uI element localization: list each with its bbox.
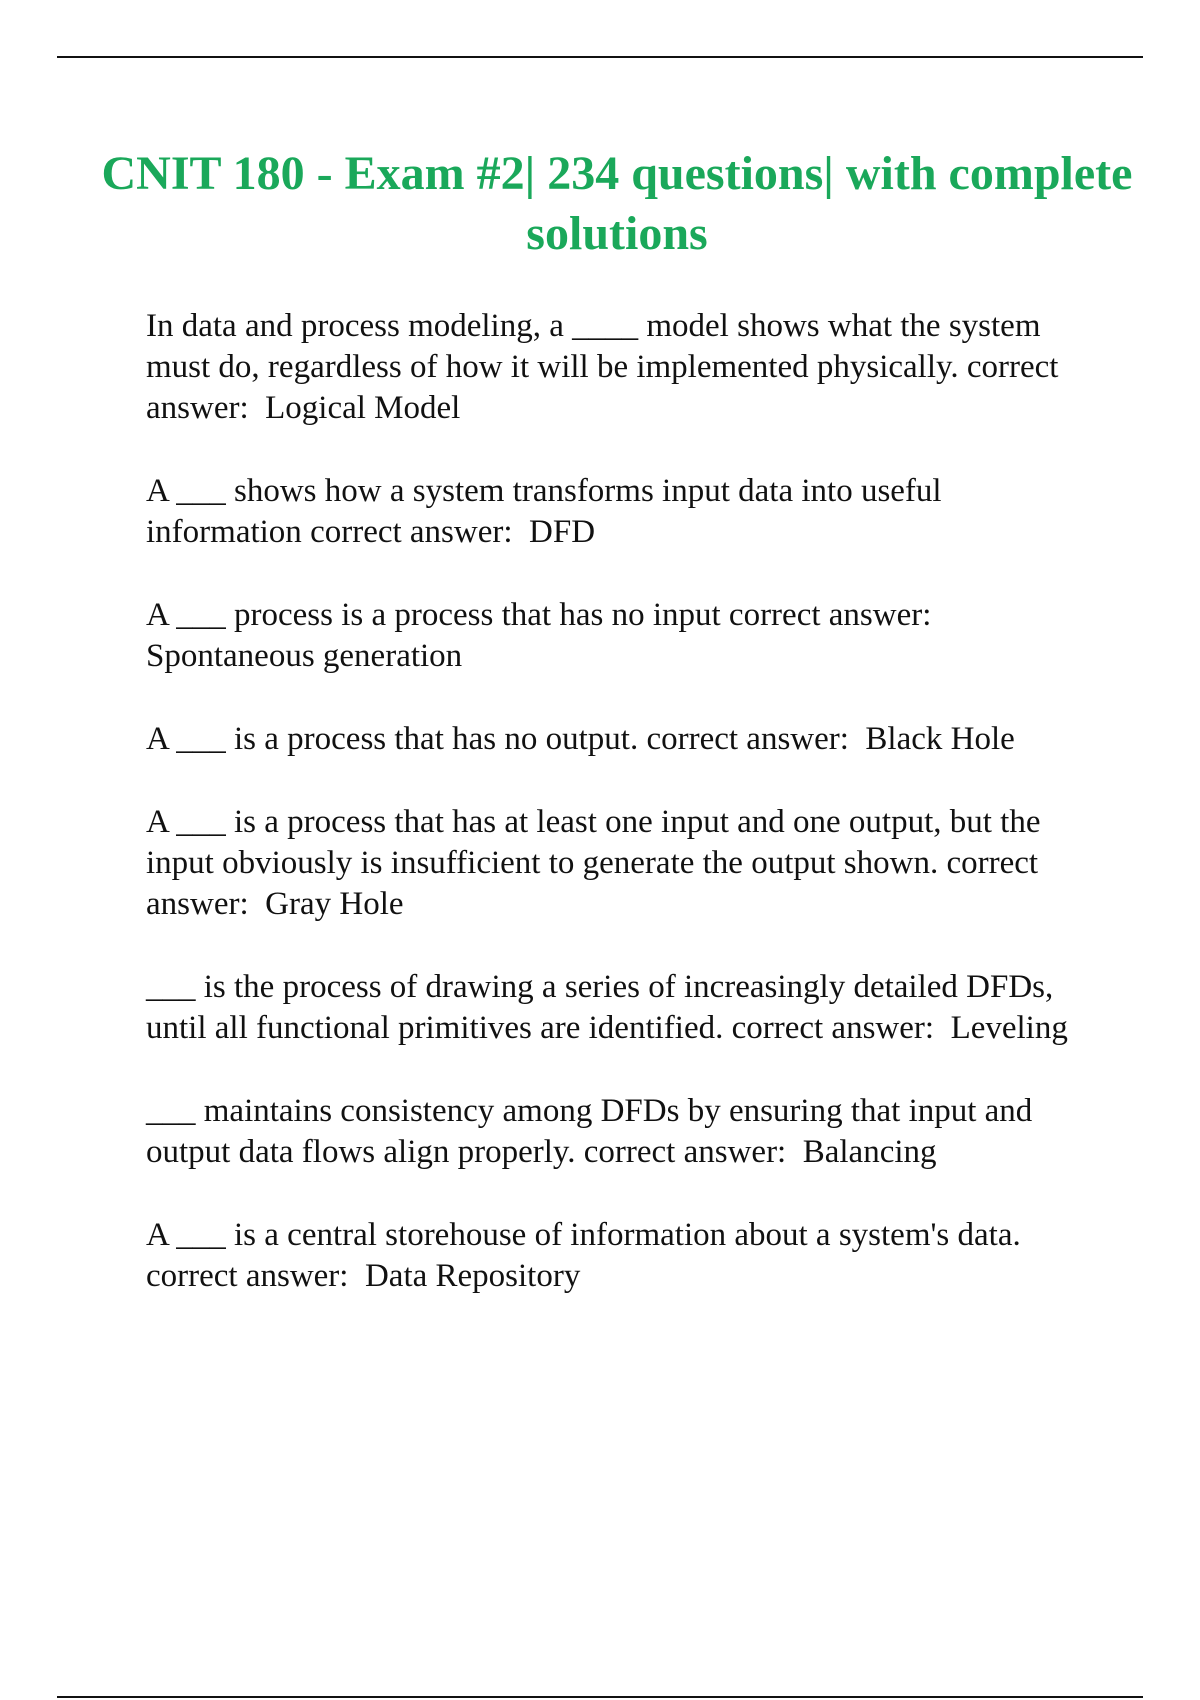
- question-item: [146, 306, 1091, 429]
- question-item: [146, 1215, 1091, 1297]
- answer-text: Balancing: [802, 1134, 937, 1170]
- answer-text: Gray Hole: [265, 886, 404, 922]
- document-title: CNIT 180 - Exam #2| 234 questions| with complete solutions: [101, 147, 1133, 260]
- question-text: ___ is the process of drawing a series of increasingly detailed DFDs, until all functional primitives are identified.: [146, 969, 1054, 1046]
- answer-prefix: correct answer:: [575, 1134, 803, 1170]
- question-text: A ___ is a process that has at least one input and one output, but the input obviously is insufficient to generate the output shown.: [146, 804, 1041, 881]
- bottom-rule: [57, 1696, 1143, 1698]
- question-item: [146, 471, 1091, 553]
- question-text: In data and process modeling, a ____ model shows what the system must do, regardless of how it will be implemented physically.: [146, 308, 1041, 385]
- question-text: A ___ is a process that has no output.: [146, 721, 639, 757]
- answer-prefix: correct answer:: [638, 721, 866, 757]
- answer-prefix: correct answer:: [720, 597, 948, 633]
- question-item: [146, 595, 1091, 677]
- answer-text: Spontaneous generation: [146, 638, 463, 674]
- answer-prefix: correct answer:: [146, 845, 1047, 922]
- question-item: [146, 1091, 1091, 1173]
- answer-text: Logical Model: [265, 390, 461, 426]
- answer-text: Black Hole: [865, 721, 1015, 757]
- answer-prefix: correct answer:: [723, 1010, 951, 1046]
- question-list: [146, 306, 1091, 1339]
- answer-text: DFD: [529, 514, 596, 550]
- question-item: [146, 802, 1091, 925]
- question-text: A ___ is a central storehouse of information about a system's data.: [146, 1217, 1021, 1253]
- answer-prefix: correct answer:: [146, 349, 1067, 426]
- question-text: A ___ shows how a system transforms input data into useful information: [146, 473, 942, 550]
- top-rule: [57, 56, 1143, 58]
- question-text: ___ maintains consistency among DFDs by ensuring that input and output data flows align properly.: [146, 1093, 1033, 1170]
- answer-text: Leveling: [950, 1010, 1068, 1046]
- answer-prefix: correct answer:: [146, 1217, 1029, 1294]
- question-text: A ___ process is a process that has no input: [146, 597, 721, 633]
- answer-text: Data Repository: [364, 1258, 581, 1294]
- question-item: [146, 967, 1091, 1049]
- question-item: [146, 719, 1091, 760]
- answer-prefix: correct answer:: [301, 514, 530, 550]
